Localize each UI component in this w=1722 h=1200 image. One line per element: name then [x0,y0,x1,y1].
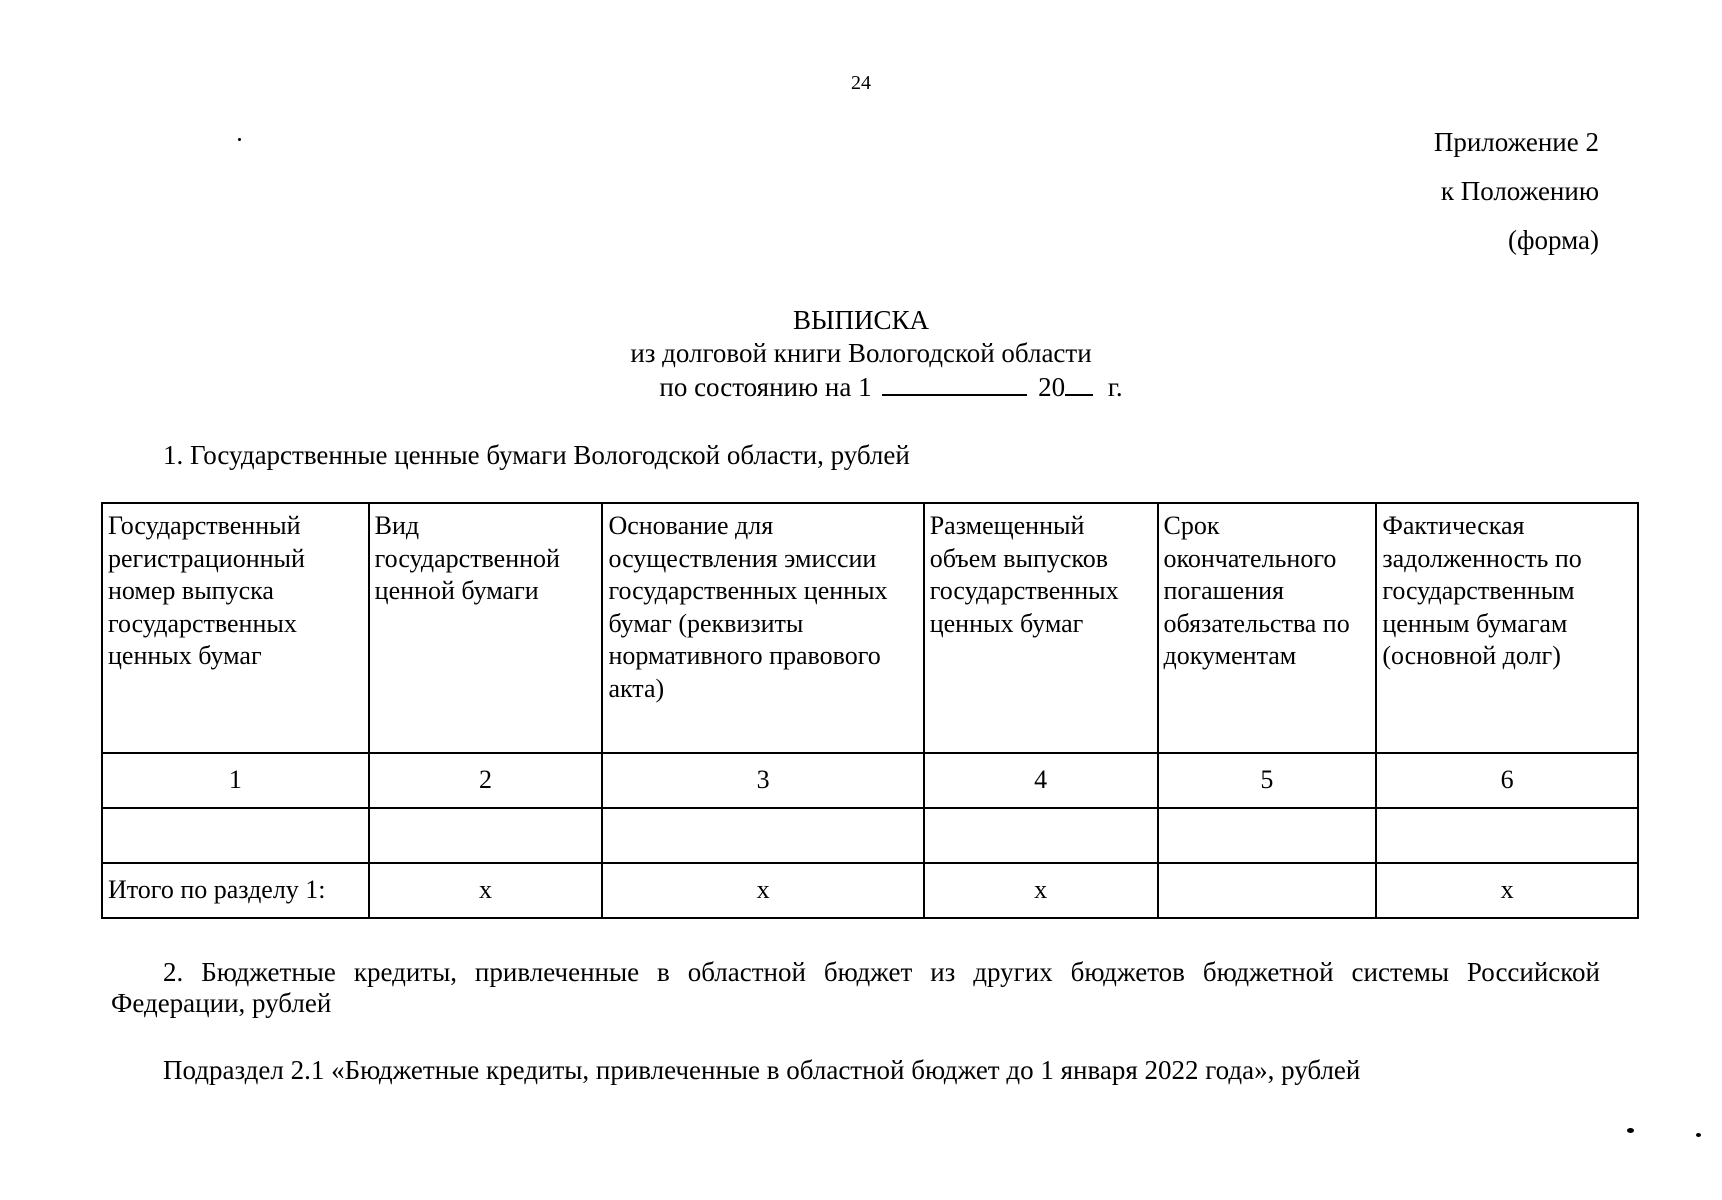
title-subheading: из долговой книги Вологодской области [630,338,1092,368]
total-row [102,863,1638,918]
table-cell[interactable] [602,808,923,863]
document-title [0,304,1722,404]
total-label: Итого по разделу 1: [102,863,369,918]
title-heading: ВЫПИСКА [792,305,930,335]
scan-speck [1627,1128,1634,1133]
year-blank-field[interactable] [1065,370,1093,396]
total-cell: x [924,863,1158,918]
section-2-heading: 2. Бюджетные кредиты, привлеченные в областной бюджет из других бюджетов бюджетной системы Российской Федерации, рублей [111,957,1600,1018]
securities-table [101,502,1639,919]
scan-speck [1696,1133,1701,1137]
total-cell: x [1376,863,1638,918]
month-blank-field[interactable] [882,370,1027,396]
appendix-line-1: Приложение 2 [1433,127,1599,157]
appendix-line-2: к Положению [1440,176,1599,206]
scan-speck [238,138,241,141]
column-number: 5 [1158,753,1377,808]
column-header: Государственный регистрационный номер выпуска государственных ценных бумаг [102,503,369,753]
total-cell: x [369,863,603,918]
column-header: Срок окончательного погашения обязательства по документам [1158,503,1377,753]
column-number: 4 [924,753,1158,808]
column-numbers-row [102,753,1638,808]
appendix-note [1434,118,1599,265]
table-cell[interactable] [1158,808,1377,863]
table-cell[interactable] [1376,808,1638,863]
table-cell[interactable] [924,808,1158,863]
column-number: 1 [102,753,369,808]
table-header-row [102,503,1638,753]
year-suffix: г. [1107,372,1123,402]
column-number: 3 [602,753,923,808]
as-of-prefix: по состоянию на 1 [659,372,872,402]
column-number: 2 [369,753,603,808]
subsection-2-1-heading: Подраздел 2.1 «Бюджетные кредиты, привлеченные в областной бюджет до 1 января 2022 года», рублей [163,1055,1361,1085]
table-cell[interactable] [102,808,369,863]
as-of-date-line [0,370,1722,404]
appendix-line-3: (форма) [1508,225,1599,255]
total-cell: x [602,863,923,918]
section-1-heading: 1. Государственные ценные бумаги Вологодской области, рублей [163,440,910,470]
table-row [102,808,1638,863]
table-cell[interactable] [369,808,603,863]
column-header: Основание для осуществления эмиссии государственных ценных бумаг (реквизиты нормативного правового акта) [602,503,923,753]
column-header: Вид государственной ценной бумаги [369,503,603,753]
total-cell [1158,863,1377,918]
column-number: 6 [1376,753,1638,808]
column-header: Размещенный объем выпусков государственных ценных бумаг [924,503,1158,753]
year-prefix: 20 [1038,372,1066,402]
column-header: Фактическая задолженность по государственным ценным бумагам (основной долг) [1376,503,1638,753]
page-number: 24 [851,72,871,94]
